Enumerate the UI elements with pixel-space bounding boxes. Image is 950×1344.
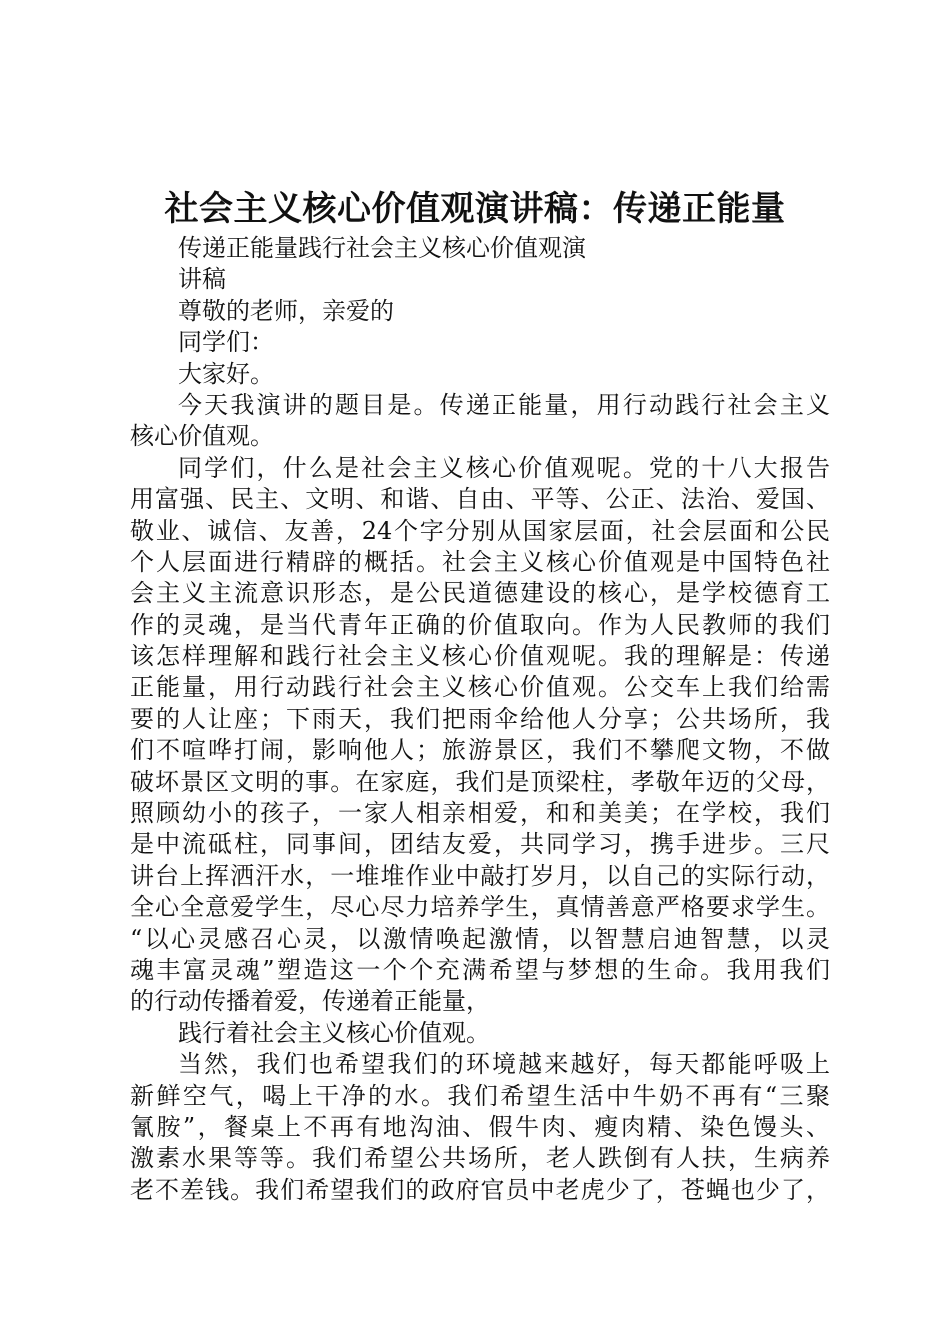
paragraph-line: 当然，我们也希望我们的环境越来越好，每天都能呼吸上 (178, 1050, 830, 1079)
paragraph-line: 今天我演讲的题目是。传递正能量，用行动践行社会主义 (178, 390, 830, 419)
paragraph-line: 讲台上挥洒汗水，一堆堆作业中敲打岁月，以自己的实际行动， (130, 861, 830, 890)
paragraph-line: 全心全意爱学生，尽心尽力培养学生，真情善意严格要求学生。 (130, 893, 830, 922)
paragraph-line: 正能量，用行动践行社会主义核心价值观。公交车上我们给需 (130, 673, 830, 702)
paragraph-line: 照顾幼小的孩子，一家人相亲相爱，和和美美；在学校，我们 (130, 799, 830, 828)
paragraph-line: 们不喧哗打闹，影响他人；旅游景区，我们不攀爬文物，不做 (130, 736, 830, 765)
paragraph-line: 个人层面进行精辟的概括。社会主义核心价值观是中国特色社 (130, 547, 830, 576)
paragraph-line: 该怎样理解和践行社会主义核心价值观呢。我的理解是：传递 (130, 642, 830, 671)
document-body (130, 233, 830, 1206)
paragraph-line: 会主义主流意识形态，是公民道德建设的核心，是学校德育工 (130, 579, 830, 608)
document-title: 社会主义核心价值观演讲稿：传递正能量 (164, 189, 786, 229)
greeting-line-3: 大家好。 (178, 359, 274, 388)
paragraph-line: 新鲜空气，喝上干净的水。我们希望生活中牛奶不再有“三聚 (130, 1081, 830, 1110)
subtitle-line-1: 传递正能量践行社会主义核心价值观演 (178, 234, 586, 262)
paragraph-line: 践行着社会主义核心价值观。 (178, 1018, 490, 1047)
paragraph-line: 氰胺”，餐桌上不再有地沟油、假牛肉、瘦肉精、染色馒头、 (130, 1112, 830, 1141)
paragraph-line: 核心价值观。 (130, 422, 274, 451)
greeting-line-1: 尊敬的老师，亲爱的 (178, 296, 394, 325)
paragraph-line: 老不差钱。我们希望我们的政府官员中老虎少了，苍蝇也少了， (130, 1175, 830, 1204)
paragraph-line: 作的灵魂，是当代青年正确的价值取向。作为人民教师的我们 (130, 610, 830, 639)
paragraph-line: 的行动传播着爱，传递着正能量， (130, 987, 490, 1016)
paragraph-line: 用富强、民主、文明、和谐、自由、平等、公正、法治、爱国、 (130, 485, 830, 514)
paragraph-line: “以心灵感召心灵，以激情唤起激情，以智慧启迪智慧，以灵 (130, 924, 830, 953)
paragraph-line: 破坏景区文明的事。在家庭，我们是顶梁柱，孝敬年迈的父母， (130, 767, 830, 796)
paragraph-line: 激素水果等等。我们希望公共场所，老人跌倒有人扶，生病养 (130, 1144, 830, 1173)
paragraph-line: 是中流砥柱，同事间，团结友爱，共同学习，携手进步。三尺 (130, 830, 830, 859)
paragraph-line: 魂丰富灵魂”塑造这一个个充满希望与梦想的生命。我用我们 (130, 955, 830, 984)
greeting-line-2: 同学们： (178, 328, 274, 357)
paragraph-line: 敬业、诚信、友善，24个字分别从国家层面，社会层面和公民 (130, 516, 830, 545)
paragraph-line: 要的人让座；下雨天，我们把雨伞给他人分享；公共场所，我 (130, 704, 830, 733)
subtitle-line-2: 讲稿 (178, 265, 226, 294)
paragraph-line: 同学们，什么是社会主义核心价值观呢。党的十八大报告 (178, 453, 830, 482)
